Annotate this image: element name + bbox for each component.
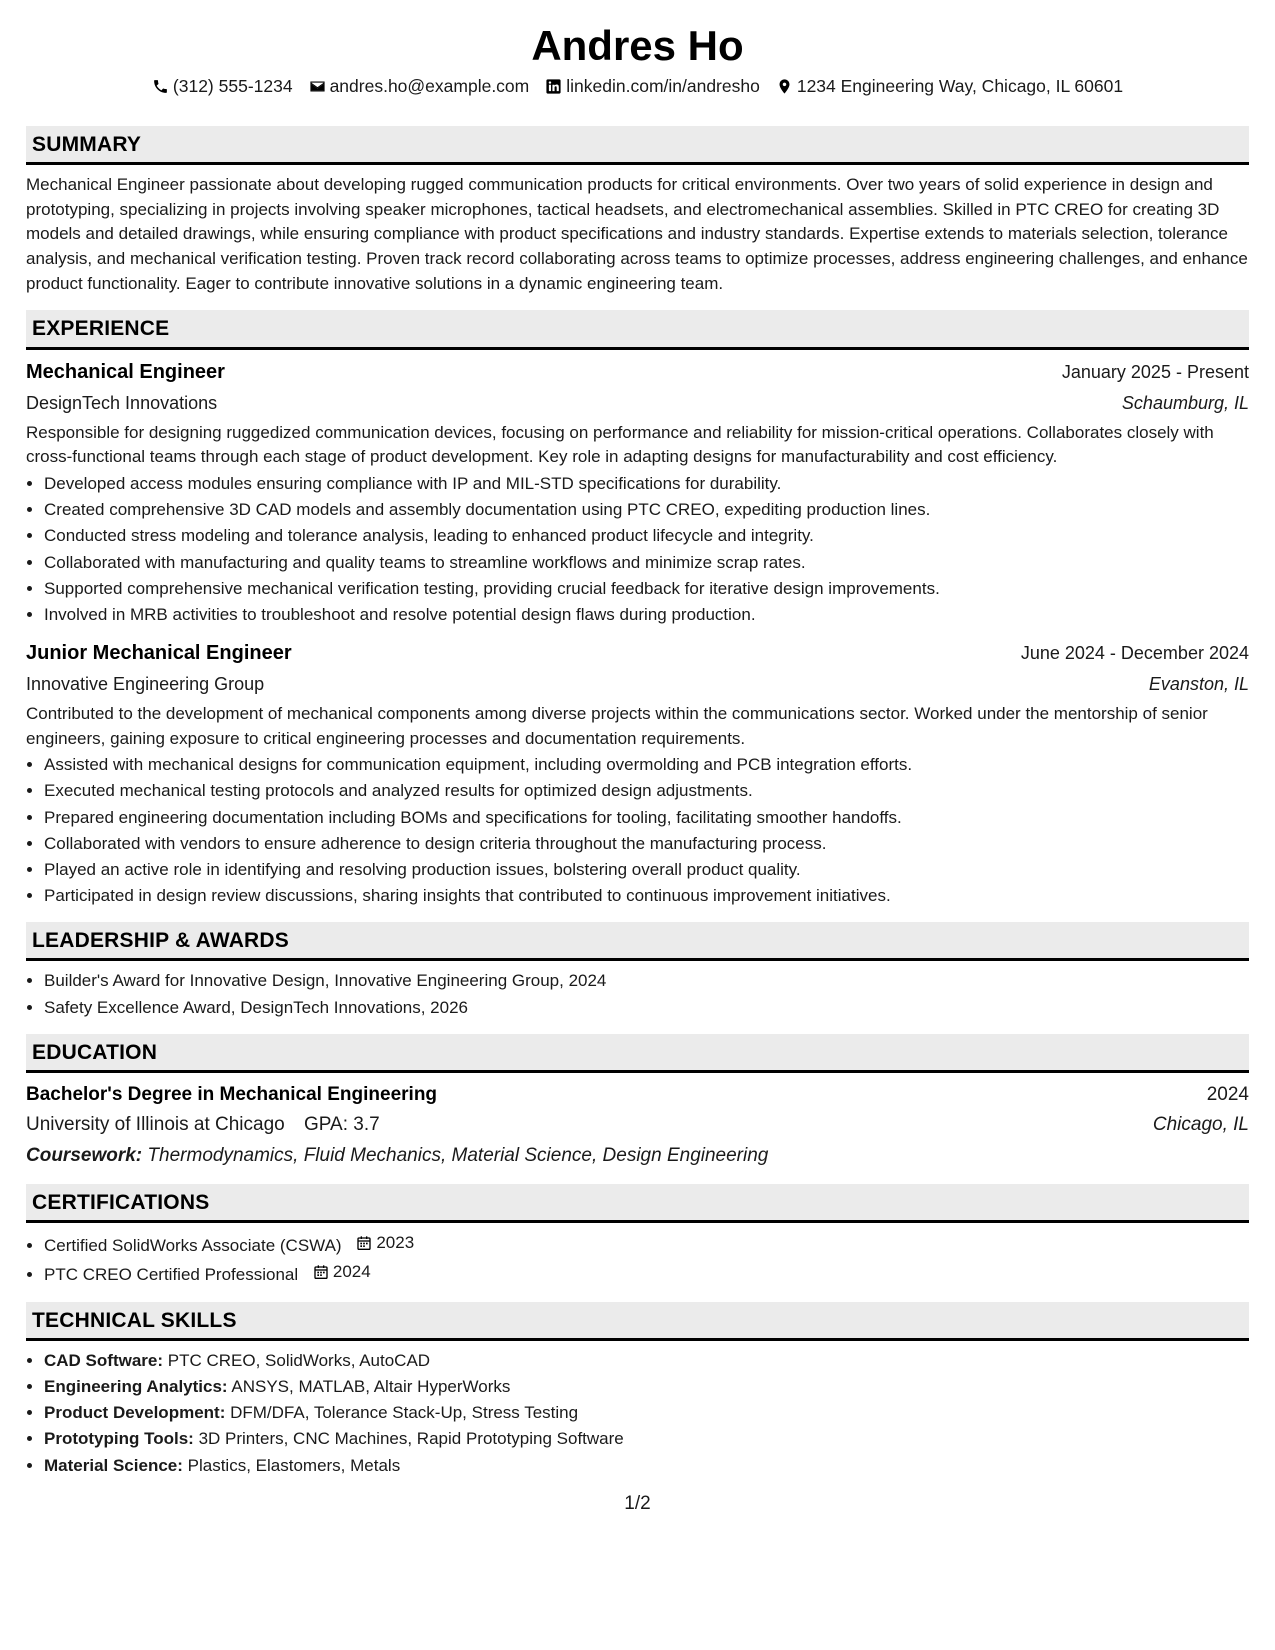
- experience-section: [26, 310, 1249, 908]
- leadership-section: [26, 922, 1249, 1020]
- job-title: Mechanical Engineer: [26, 360, 225, 383]
- section-heading: LEADERSHIP & AWARDS: [26, 922, 1249, 961]
- envelope-icon: [309, 78, 326, 95]
- list-item: • Involved in MRB activities to troubleshoot and resolve potential design flaws during production.: [44, 603, 1249, 627]
- skill-values: 3D Printers, CNC Machines, Rapid Prototyping Software: [198, 1429, 624, 1449]
- cert-year: 2024: [332, 1262, 371, 1282]
- skills-section: [26, 1302, 1249, 1478]
- list-item: • Participated in design review discussions, sharing insights that contributed to continuous improvement initiatives.: [44, 884, 1249, 908]
- job-bullets: [26, 472, 1249, 627]
- linkedin-link: linkedin.com/in/andresho: [566, 76, 760, 97]
- company-name: DesignTech Innovations: [26, 392, 218, 413]
- skills-list: [26, 1349, 1249, 1478]
- list-item: • Executed mechanical testing protocols and analyzed results for optimized design adjustments.: [44, 779, 1249, 803]
- section-heading: EXPERIENCE: [26, 310, 1249, 349]
- linkedin-icon: [545, 78, 562, 95]
- list-item: • Assisted with mechanical designs for communication equipment, including overmolding and PCB integration efforts.: [44, 753, 1249, 777]
- list-item: [44, 1454, 1249, 1478]
- list-item: [44, 1260, 1249, 1287]
- awards-list: [26, 969, 1249, 1019]
- job-dates: June 2024 - December 2024: [1020, 642, 1249, 663]
- section-heading: SUMMARY: [26, 126, 1249, 165]
- job-entry: [26, 639, 1249, 908]
- cert-year: 2023: [376, 1233, 415, 1253]
- coursework-list: Thermodynamics, Fluid Mechanics, Material Science, Design Engineering: [147, 1145, 769, 1167]
- gpa: GPA: 3.7: [304, 1113, 380, 1135]
- map-pin-icon: [776, 78, 793, 95]
- list-item: • Safety Excellence Award, DesignTech Innovations, 2026: [44, 996, 1249, 1020]
- list-item: • Prepared engineering documentation including BOMs and specifications for tooling, facilitating smoother handoffs.: [44, 806, 1249, 830]
- job-title: Junior Mechanical Engineer: [26, 641, 292, 664]
- list-item: • Created comprehensive 3D CAD models and assembly documentation using PTC CREO, expediting production lines.: [44, 498, 1249, 522]
- coursework: [26, 1142, 1249, 1170]
- skill-category: CAD Software:: [44, 1351, 164, 1371]
- school-name: University of Illinois at Chicago: [26, 1113, 285, 1135]
- list-item: • Developed access modules ensuring compliance with IP and MIL-STD specifications for durability.: [44, 472, 1249, 496]
- contact-linkedin[interactable]: [545, 74, 760, 99]
- education-section: [26, 1034, 1249, 1170]
- list-item: • Played an active role in identifying and resolving production issues, bolstering overall product quality.: [44, 858, 1249, 882]
- skill-values: ANSYS, MATLAB, Altair HyperWorks: [231, 1377, 511, 1397]
- list-item: [44, 1349, 1249, 1373]
- contact-address: [776, 74, 1123, 99]
- job-entry: [26, 358, 1249, 627]
- contact-bar: [26, 74, 1249, 99]
- list-item: • Supported comprehensive mechanical verification testing, providing crucial feedback for iterative design improvements.: [44, 577, 1249, 601]
- company-name: Innovative Engineering Group: [26, 673, 265, 694]
- skill-category: Product Development:: [44, 1403, 226, 1423]
- certifications-list: [26, 1231, 1249, 1287]
- page-number: 1/2: [624, 1493, 651, 1514]
- cert-name: PTC CREO Certified Professional: [44, 1265, 299, 1285]
- skill-values: Plastics, Elastomers, Metals: [187, 1455, 401, 1475]
- summary-text: Mechanical Engineer passionate about developing rugged communication products for critical environments. Over two years of solid experience in design and prototyping, specializing in projects involving speaker microphones, tactical headsets, and electromechanical assemblies. Skilled in PTC CREO for creating 3D models and detailed drawings, while ensuring compliance with product specifications and industry standards. Expertise extends to materials selection, tolerance analysis, and mechanical verification testing. Proven track record collaborating across teams to optimize processes, address engineering challenges, and enhance product functionality. Eager to contribute innovative solutions in a dynamic engineering team.: [26, 175, 1248, 293]
- job-bullets: [26, 753, 1249, 908]
- list-item: • Builder's Award for Innovative Design, Innovative Engineering Group, 2024: [44, 969, 1249, 993]
- section-heading: TECHNICAL SKILLS: [26, 1302, 1249, 1341]
- skill-category: Material Science:: [44, 1455, 183, 1475]
- degree-title: Bachelor's Degree in Mechanical Engineering: [26, 1084, 438, 1106]
- email-link: andres.ho@example.com: [329, 76, 530, 97]
- school-location: Chicago, IL: [1152, 1113, 1249, 1135]
- job-dates: January 2025 - Present: [1061, 361, 1249, 382]
- section-heading: CERTIFICATIONS: [26, 1184, 1249, 1223]
- calendar-icon: [356, 1235, 372, 1251]
- job-description: Responsible for designing ruggedized communication devices, focusing on performance and reliability for mission-critical operations. Collaborates closely with cross-functional teams through each stage of product development. Key role in adapting designs for manufacturability and cost efficiency.: [26, 422, 1214, 467]
- coursework-label: Coursework:: [26, 1145, 143, 1167]
- address-text: 1234 Engineering Way, Chicago, IL 60601: [796, 76, 1124, 97]
- contact-email[interactable]: [309, 74, 530, 99]
- section-heading: EDUCATION: [26, 1034, 1249, 1073]
- certifications-section: [26, 1184, 1249, 1288]
- skill-values: DFM/DFA, Tolerance Stack-Up, Stress Testing: [230, 1403, 579, 1423]
- contact-phone[interactable]: [152, 74, 293, 99]
- summary-section: [26, 126, 1249, 297]
- skill-category: Engineering Analytics:: [44, 1377, 228, 1397]
- list-item: • Conducted stress modeling and tolerance analysis, leading to enhanced product lifecycle and integrity.: [44, 524, 1249, 548]
- phone-text: (312) 555-1234: [172, 76, 293, 97]
- list-item: [44, 1375, 1249, 1399]
- list-item: • Collaborated with vendors to ensure adherence to design criteria throughout the manufacturing process.: [44, 832, 1249, 856]
- job-location: Evanston, IL: [1148, 673, 1249, 694]
- job-location: Schaumburg, IL: [1121, 392, 1249, 413]
- job-description: Contributed to the development of mechanical components among diverse projects within the communications sector. Worked under the mentorship of senior engineers, gaining exposure to critical engineering processes and documentation requirements.: [26, 703, 1208, 748]
- calendar-icon: [313, 1264, 329, 1280]
- phone-icon: [152, 78, 169, 95]
- skill-values: PTC CREO, SolidWorks, AutoCAD: [167, 1351, 431, 1371]
- candidate-name: Andres Ho: [531, 22, 744, 69]
- graduation-year: 2024: [1206, 1084, 1249, 1106]
- list-item: [44, 1401, 1249, 1425]
- skill-category: Prototyping Tools:: [44, 1429, 194, 1449]
- list-item: [44, 1427, 1249, 1451]
- cert-name: Certified SolidWorks Associate (CSWA): [44, 1236, 342, 1256]
- list-item: [44, 1231, 1249, 1258]
- list-item: • Collaborated with manufacturing and quality teams to streamline workflows and minimize scrap rates.: [44, 551, 1249, 575]
